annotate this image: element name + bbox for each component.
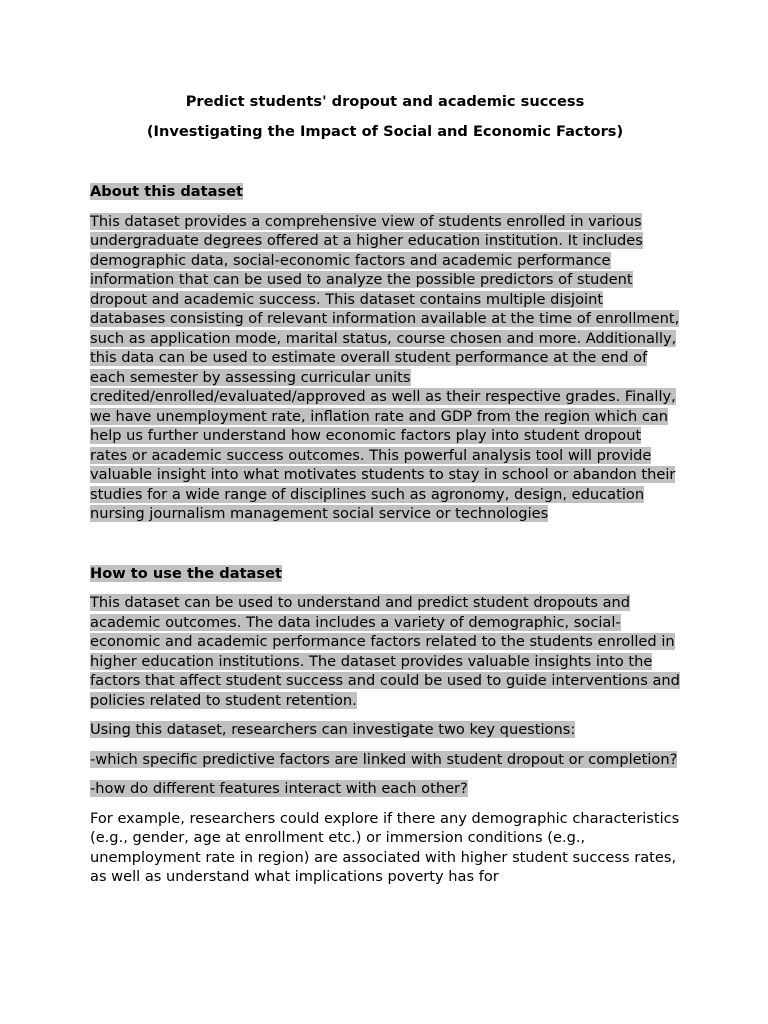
- paragraph-question-two: [90, 779, 680, 799]
- paragraph-key-questions: [90, 720, 680, 740]
- paragraph-how-to-use: [90, 593, 680, 710]
- document-title: Predict students' dropout and academic success: [185, 93, 585, 110]
- document-page: [90, 92, 680, 887]
- section-heading-about: [90, 182, 680, 202]
- highlighted-text: This dataset provides a comprehensive view of students enrolled in various undergraduate degrees offered at a higher education institution. It includes demographic data, social-economic factors and academic performance information that can be used to analyze the possible predictors of student dropout and academic success. This dataset contains multiple disjoint databases consisting of relevant information available at the time of enrollment, such as application mode, marital status, course chosen and more. Additionally, this data can be used to estimate overall student performance at the end of each semester by assessing curricular units credited/enrolled/evaluated/approved as well as their respective grades. Finally, we have unemployment rate, inflation rate and GDP from the region which can help us further understand how economic factors play into student dropout rates or academic success outcomes. This powerful analysis tool will provide valuable insight into what motivates students to stay in school or abandon their studies for a wide range of disciplines such as agronomy, design, education nursing journalism management social service or technologies: [90, 212, 680, 522]
- paragraph-example: For example, researchers could explore if there any demographic characteristics (e.g., gender, age at enrollment etc.) or immersion conditions (e.g., unemployment rate in region) are associated with higher student success rates, as well as understand what implications poverty has for: [90, 809, 680, 885]
- paragraph-question-one: [90, 750, 680, 770]
- highlighted-text: -how do different features interact with each other?: [90, 780, 468, 797]
- highlighted-text: Using this dataset, researchers can investigate two key questions:: [90, 721, 576, 738]
- paragraph-about-dataset: [90, 212, 680, 524]
- highlighted-text: About this dataset: [90, 183, 244, 200]
- highlighted-text: How to use the dataset: [90, 564, 282, 582]
- document-subtitle: (Investigating the Impact of Social and Economic Factors): [146, 122, 624, 140]
- highlighted-text: This dataset can be used to understand and predict student dropouts and academic outcomes. The data includes a variety of demographic, social-economic and academic performance factors related to the students enrolled in higher education institutions. The dataset provides valuable insights into the factors that affect student success and could be used to guide interventions and policies related to student retention.: [90, 594, 680, 709]
- highlighted-text: -which specific predictive factors are linked with student dropout or completion?: [90, 750, 678, 768]
- section-heading-how-to-use: [90, 564, 680, 584]
